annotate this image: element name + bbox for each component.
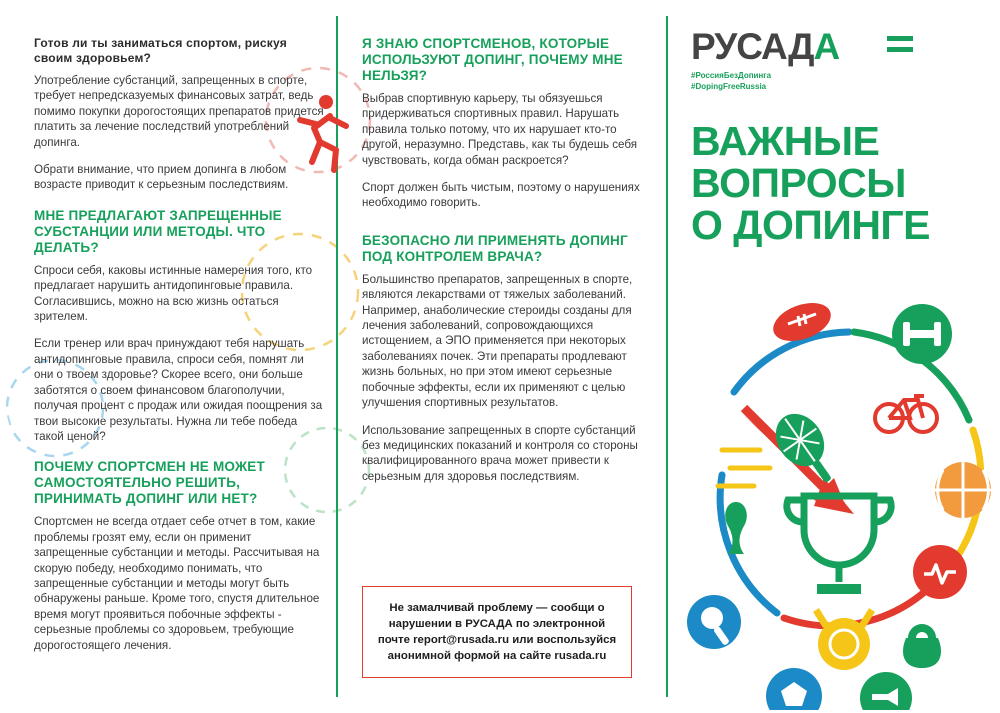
question-paragraph: Спортсмен не всегда отдает себе отчет в том, какие проблемы грозят ему, если он применит запрещенные субстанции и методы. Рассчитывая на скорую победу, необходимо понимать, что запрещенные субстанции и методы могут быть обнаружены раньше. Кроме того, спустя длительное время могут проявиться побочные эффекты - серьезные проблемы со здоровьем, требующие дорогостоящего лечения. xyxy=(34,515,320,652)
callout-text: Не замалчивай проблему — сообщи о нарушении в РУСАДА по электронной почте report@rusada.ru или воспользуйся анонимной формой на сайте rusada.ru xyxy=(377,602,617,662)
cover-title-line-3: О ДОПИНГЕ xyxy=(691,202,931,248)
table-tennis-paddle-icon xyxy=(687,595,741,649)
question-paragraph: Если тренер или врач принуждают тебя нарушать антидопинговые правила, спроси себя, помнят ли они о твоем здоровье? Скорее всего, они больше заботятся о своем финансовом благополучии, получая процент с продаж или ожидая поощрения за твои высокие результаты. Нужна ли тебе победа такой ценой? xyxy=(34,337,323,443)
question-heading: Готов ли ты заниматься спортом, рискуя своим здоровьем? xyxy=(34,36,287,65)
dumbbell-icon xyxy=(892,304,952,364)
question-heading: Я ЗНАЮ СПОРТСМЕНОВ, КОТОРЫЕ ИСПОЛЬЗУЮТ ДОПИНГ, ПОЧЕМУ МНЕ НЕЛЬЗЯ? xyxy=(362,36,623,83)
column-2 xyxy=(362,36,652,499)
question-block-1 xyxy=(34,36,324,193)
basketball-icon xyxy=(935,462,991,518)
question-paragraph: Обрати внимание, что прием допинга в любом возрасте приводит к серьезным последствиям. xyxy=(34,163,289,192)
question-paragraph: Большинство препаратов, запрещенных в спорте, являются лекарствами от тяжелых заболеваний. Например, анаболические стероиды созданы для лечения заболеваний, сопровождающихся истощением, а ЭПО применяется при некоторых заболеваниях почек. Эти препараты продлевают жизнь больных, но при этом имеют серьезные побочные эффекты, если их применяют с целью улучшения спортивных результатов. xyxy=(362,272,633,410)
question-block-4 xyxy=(362,36,652,211)
logo-equals-icon xyxy=(887,31,915,61)
cover-title xyxy=(691,120,991,246)
heartbeat-icon xyxy=(913,545,967,599)
report-callout-box xyxy=(362,586,632,678)
medal-icon xyxy=(816,610,872,670)
question-paragraph: Выбрав спортивную карьеру, ты обязуешься придерживаться спортивных правил. Нарушать правила только потому, что их нарушает кто-то другой, неразумно. Представь, как ты будешь себя чувствовать, когда обман раскроется? xyxy=(362,92,638,167)
cover-title-line-1: ВАЖНЫЕ xyxy=(691,118,880,164)
question-heading: МНЕ ПРЕДЛАГАЮТ ЗАПРЕЩЕННЫЕ СУБСТАНЦИИ ИЛИ МЕТОДЫ. ЧТО ДЕЛАТЬ? xyxy=(34,207,282,255)
kettlebell-icon xyxy=(903,624,941,668)
bicycle-icon xyxy=(875,396,937,432)
question-paragraph: Использование запрещенных в спорте субстанций без медицинских показаний и контроля со стороны квалифицированного врача может привести к серьезным для здоровья последствиям. xyxy=(362,423,638,483)
question-block-3 xyxy=(34,459,324,653)
question-heading: БЕЗОПАСНО ЛИ ПРИМЕНЯТЬ ДОПИНГ ПОД КОНТРОЛЕМ ВРАЧА? xyxy=(362,232,628,264)
ring-arc-blue-top xyxy=(734,332,849,392)
question-heading: ПОЧЕМУ СПОРТСМЕН НЕ МОЖЕТ САМОСТОЯТЕЛЬНО РЕШИТЬ, ПРИНИМАТЬ ДОПИНГ ИЛИ НЕТ? xyxy=(34,459,265,507)
question-block-2 xyxy=(34,208,324,444)
logo-hashtag-1: #РоссияБезДопинга xyxy=(691,71,772,80)
logo-text-accent: A xyxy=(813,26,840,67)
question-paragraph: Спроси себя, каковы истинные намерения того, кто предлагает нарушить антидопинговые правила. Согласившись, можно на всю жизнь остаться зрителем. xyxy=(34,263,313,324)
whistle-icon xyxy=(860,672,912,710)
question-paragraph: Спорт должен быть чистым, поэтому о нарушениях необходимо говорить. xyxy=(362,181,640,210)
question-block-5 xyxy=(362,233,652,484)
logo-wordmark xyxy=(691,28,839,65)
logo-text-main: РУСАД xyxy=(691,26,814,67)
rusada-logo xyxy=(691,28,839,92)
ring-arc-blue-left xyxy=(720,475,777,613)
cover-panel xyxy=(666,0,1000,713)
speed-lines-icon xyxy=(718,450,770,486)
question-paragraph: Употребление субстанций, запрещенных в спорте, требует непредсказуемых финансовых затрат, ведь помимо покупки дорогостоящих препаратов придется платить за лечение последствий употреблений допинга. xyxy=(34,74,324,149)
cover-title-line-2: ВОПРОСЫ xyxy=(691,160,906,206)
soccer-ball-icon xyxy=(766,668,822,710)
column-1 xyxy=(34,36,324,668)
logo-hashtag-2: #DopingFreeRussia xyxy=(691,82,767,91)
sports-icon-wheel xyxy=(674,300,1000,710)
